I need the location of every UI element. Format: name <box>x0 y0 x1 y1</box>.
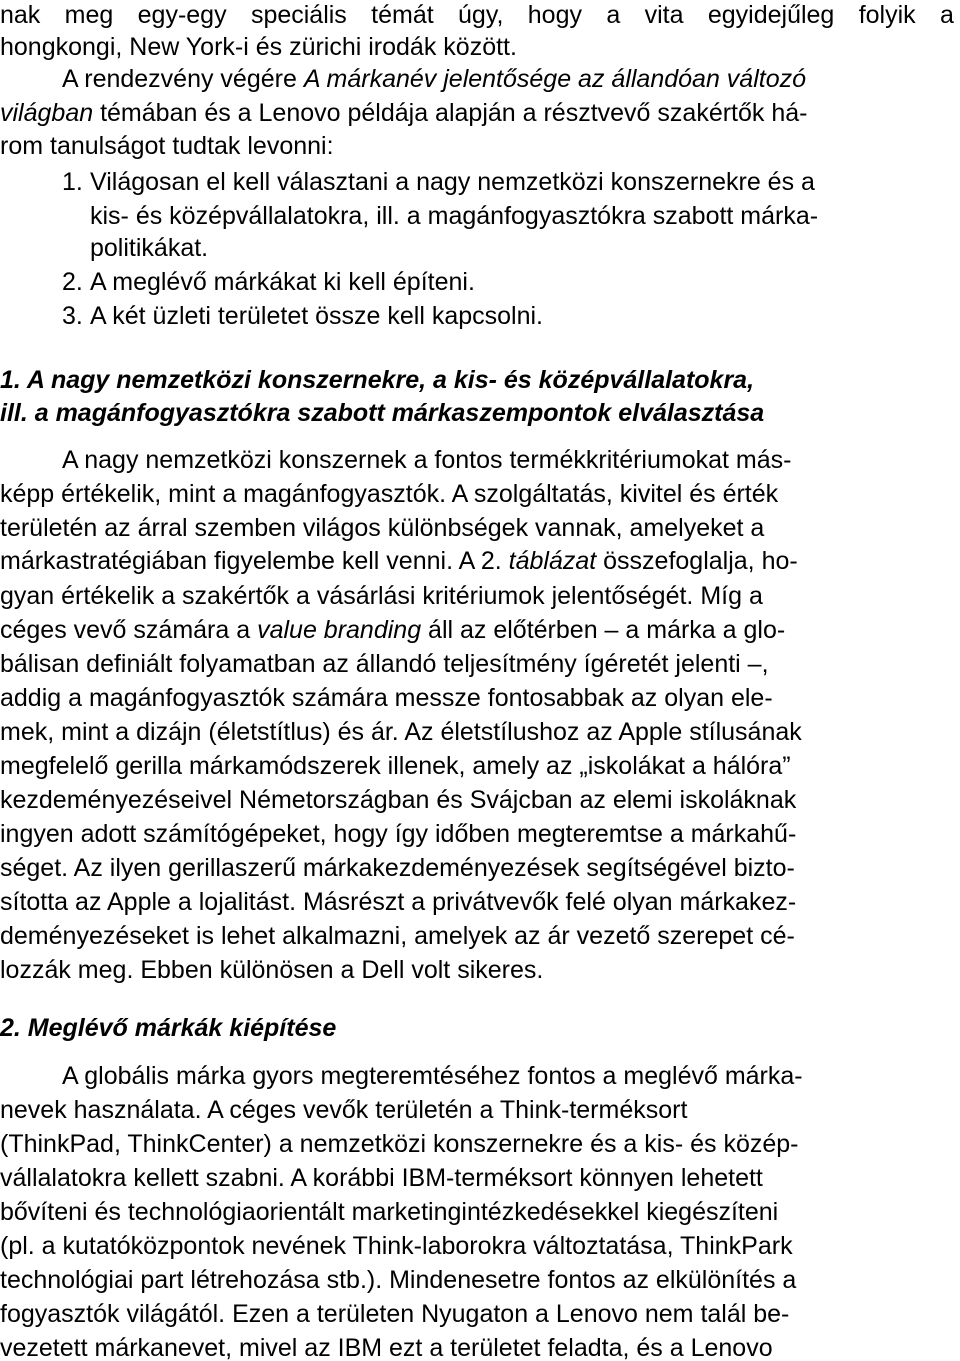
section1-body-line: céges vevő számára a value branding áll az előtérben – a márka a glo- <box>0 616 786 644</box>
section1-body-line: márkastratégiában figyelembe kell venni. A 2. táblázat összefoglalja, ho- <box>0 547 798 575</box>
intro-word: témát <box>371 1 434 29</box>
intro-word: a <box>940 1 954 29</box>
section1-body-line: gyan értékelik a szakértők a vásárlási kritériumok jelentőségét. Míg a <box>0 582 763 610</box>
section1-body-line: addig a magánfogyasztók számára messze fontosabbak az olyan ele- <box>0 684 773 712</box>
intro-word: speciális <box>250 1 347 29</box>
section1-body-line: A nagy nemzetközi konszernek a fontos termékkritériumokat más- <box>62 446 792 474</box>
section1-body-line: séget. Az ilyen gerillaszerű márkakezdeményezések segítségével bizto- <box>0 854 795 882</box>
intro-word: egy-egy <box>137 1 227 29</box>
section2-heading: 2. Meglévő márkák kiépítése <box>0 1014 337 1042</box>
intro-word: vita <box>644 1 684 29</box>
intro-word: meg <box>64 1 114 29</box>
section2-body-line: bővíteni és technológiaorientált marketingintézkedésekkel kiegészíteni <box>0 1198 779 1226</box>
section2-body-line: fogyasztók világától. Ezen a területen Nyugaton a Lenovo nem talál be- <box>0 1300 790 1328</box>
section2-body-line: (ThinkPad, ThinkCenter) a nemzetközi konszernekre és a kis- és közép- <box>0 1130 799 1158</box>
intro-word: hogy <box>527 1 582 29</box>
intro-line-3: A rendezvény végére A márkanév jelentősége az állandóan változó <box>62 65 807 93</box>
intro-line-4: világban témában és a Lenovo példája alapján a résztvevő szakértők há- <box>0 99 808 127</box>
intro-word: úgy, <box>458 1 504 29</box>
intro-word: egyidejűleg <box>707 1 835 29</box>
intro-word: nak <box>0 1 41 29</box>
section1-heading-line-1: 1. A nagy nemzetközi konszernekre, a kis- és középvállalatokra, <box>0 366 755 394</box>
section1-body-line: deményezéseket is lehet alkalmazni, amelyek az ár vezető szerepet cé- <box>0 922 795 950</box>
document-page: nak meg egy-egy speciális témát úgy, hogy a vita egyidejűleg folyik a hongkongi, New York-i és zürichi irodák között. A rendezvény végére A márkanév jelentősége az állandóan változó világban témában és a Lenovo példája alapján a résztvevő szakértők há- rom tanulságot tudtak levonni: 1. Világosan el kell választani a nagy nemzetközi konszernekre és a kis- és középvállalatokra, ill. a magánfogyasztókra szabott márka- politikákat. 2. A meglévő márkákat ki kell építeni. 3. A két üzleti területet össze kell kapcsolni. 1. A nagy nemzetközi konszernekre, a kis- és középvállalatokra, ill. a magánfogyasztókra szabott márkaszempontok elválasztása A nagy nemzetközi konszernek a fontos termékkritériumokat más- képp értékelik, mint a magánfogyasztók. A szolgáltatás, kivitel és érték területén az árral szemben világos különbségek vannak, amelyeket a márkastratégiában figyelembe kell venni. A 2. táblázat összefoglalja, ho- gyan értékelik a szakértők a vásárlási kritériumok jelentőségét. Míg a céges vevő számára a value branding áll az előtérben – a márka a glo- bálisan definiált folyamatban az állandó teljesítmény ígéretét jelenti –, addig a magánfogyasztók számára messze fontosabbak az olyan ele- mek, mint a dizájn (életstítlus) és ár. Az életstílushoz az Apple stílusának megfelelő gerilla márkamódszerek illenek, amely az „iskolákat a hálóra” kezdeményezéseivel Németországban és Svájcban az elemi iskoláknak ingyen adott számítógépeket, hogy így időben megteremtse a márkahű- séget. Az ilyen gerillaszerű márkakezdeményezések segítségével bizto- sította az Apple a lojalitást. Másrészt a privátvevők felé olyan márkakez- deményezéseket is lehet alkalmazni, amelyek az ár vezető szerepet cé- lozzák meg. Ebben különösen a Dell volt sikeres. 2. Meglévő márkák kiépítése A globális márka gyors megteremtéséhez fontos a meglévő márka- nevek használata. A céges vevők területén a Think-terméksort (ThinkPad, ThinkCenter) a nemzetközi konszernekre és a kis- és közép- vállalatokra kellett szabni. A korábbi IBM-terméksort könnyen lehetett bővíteni és technológiaorientált marketingintézkedésekkel kiegészíteni (pl. a kutatóközpontok nevének Think-laborokra változtatása, ThinkPark technológiai part létrehozása stb.). Mindenesetre fontos az elkülönítés a fogyasztók világától. Ezen a területen Nyugaton a Lenovo nem talál be- vezetett márkanevet, mivel az IBM ezt a területet feladta, és a Lenovo <box>0 0 960 1361</box>
section2-body-line: (pl. a kutatóközpontok nevének Think-laborokra változtatása, ThinkPark <box>0 1232 793 1260</box>
section2-body-line: vállalatokra kellett szabni. A korábbi IBM-terméksort könnyen lehetett <box>0 1164 763 1192</box>
intro-word: a <box>606 1 621 29</box>
section2-body-line: technológiai part létrehozása stb.). Mindenesetre fontos az elkülönítés a <box>0 1266 797 1294</box>
intro-word: folyik <box>858 1 916 29</box>
section1-body-line: sította az Apple a lojalitást. Másrészt a privátvevők felé olyan márkakez- <box>0 888 797 916</box>
intro-line-5: rom tanulságot tudtak levonni: <box>0 132 334 160</box>
section1-body-line: mek, mint a dizájn (életstítlus) és ár. Az életstílushoz az Apple stílusának <box>0 718 802 746</box>
section1-body-line: lozzák meg. Ebben különösen a Dell volt sikeres. <box>0 956 544 984</box>
section1-body-line: területén az árral szemben világos különbségek vannak, amelyeket a <box>0 514 765 542</box>
intro-line-1 <box>0 0 954 31</box>
section1-body-line: ingyen adott számítógépeket, hogy így időben megteremtse a márkahű- <box>0 820 797 848</box>
section1-heading-line-2: ill. a magánfogyasztókra szabott márkaszempontok elválasztása <box>0 399 765 427</box>
section2-body-line: nevek használata. A céges vevők területén a Think-terméksort <box>0 1096 688 1124</box>
intro-line-2: hongkongi, New York-i és zürichi irodák között. <box>0 33 517 61</box>
section1-body-line: bálisan definiált folyamatban az állandó teljesítmény ígéretét jelenti –, <box>0 650 769 678</box>
section1-body-line: megfelelő gerilla márkamódszerek illenek, amely az „iskolákat a hálóra” <box>0 752 791 780</box>
section2-body-line: vezetett márkanevet, mivel az IBM ezt a területet feladta, és a Lenovo <box>0 1334 773 1361</box>
section2-body-line: A globális márka gyors megteremtéséhez fontos a meglévő márka- <box>62 1062 803 1090</box>
section1-body-line: kezdeményezéseivel Németországban és Svájcban az elemi iskoláknak <box>0 786 797 814</box>
section1-body-line: képp értékelik, mint a magánfogyasztók. A szolgáltatás, kivitel és érték <box>0 480 779 508</box>
